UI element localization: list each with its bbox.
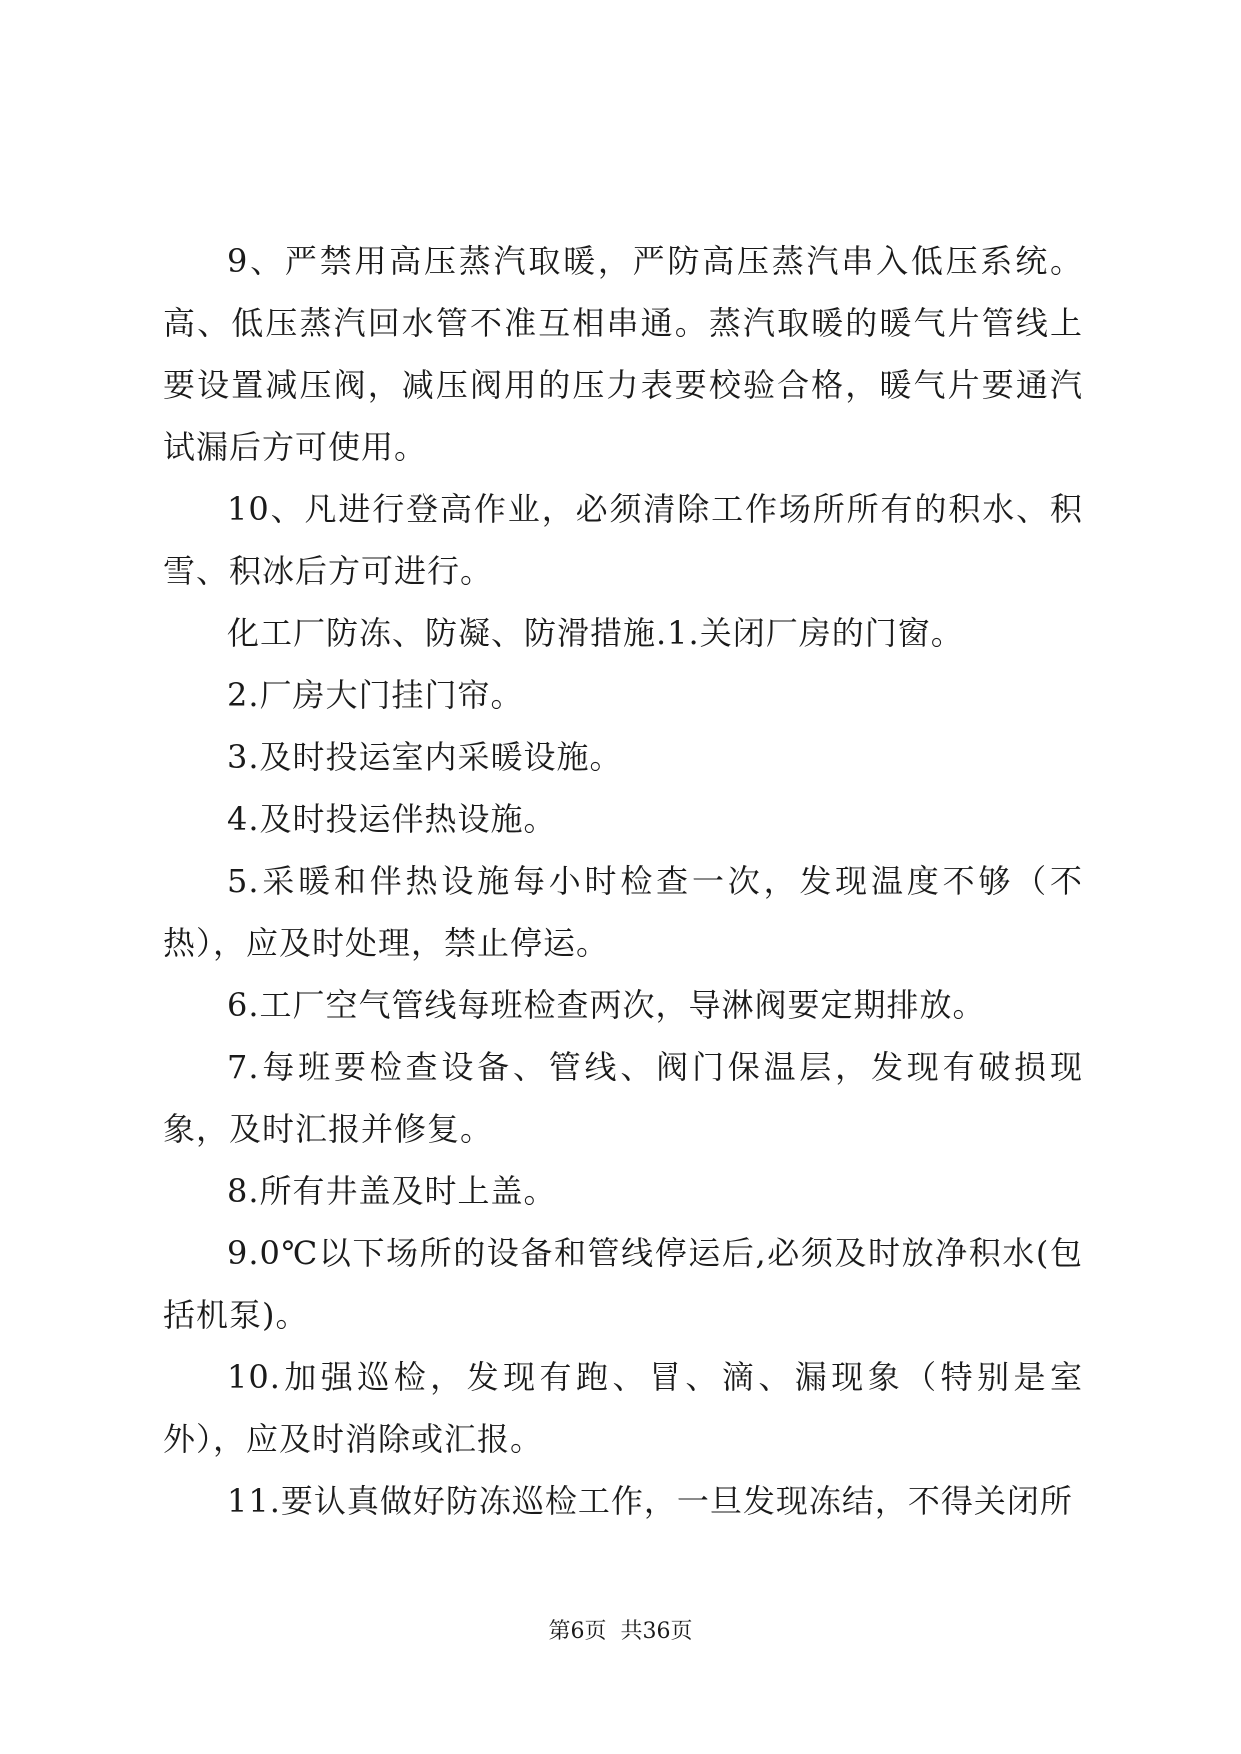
paragraph: 化工厂防冻、防凝、防滑措施.1.关闭厂房的门窗。 <box>227 614 964 652</box>
paragraph: 2.厂房大门挂门帘。 <box>227 676 524 714</box>
document-body <box>163 230 1083 1532</box>
paragraph: 10、凡进行登高作业，必须清除工作场所所有的积水、积雪、积冰后方可进行。 <box>163 490 1083 590</box>
paragraph: 9.0℃以下场所的设备和管线停运后,必须及时放净积水(包括机泵)。 <box>163 1234 1083 1334</box>
paragraph: 8.所有井盖及时上盖。 <box>227 1172 557 1210</box>
page-footer <box>0 1617 1241 1647</box>
paragraph: 10.加强巡检，发现有跑、冒、滴、漏现象（特别是室外），应及时消除或汇报。 <box>163 1358 1083 1458</box>
paragraph: 5.采暖和伴热设施每小时检查一次，发现温度不够（不热），应及时处理，禁止停运。 <box>163 862 1083 962</box>
paragraph: 11.要认真做好防冻巡检工作，一旦发现冻结，不得关闭所 <box>227 1482 1073 1520</box>
paragraph: 6.工厂空气管线每班检查两次，导淋阀要定期排放。 <box>227 986 986 1024</box>
paragraph: 7.每班要检查设备、管线、阀门保温层，发现有破损现象，及时汇报并修复。 <box>163 1048 1083 1148</box>
paragraph: 3.及时投运室内采暖设施。 <box>227 738 623 776</box>
paragraph: 4.及时投运伴热设施。 <box>227 800 557 838</box>
page-number-label: 第6页 共36页 <box>548 1619 693 1644</box>
paragraph: 9、严禁用高压蒸汽取暖，严防高压蒸汽串入低压系统。高、低压蒸汽回水管不准互相串通。蒸汽取暖的暖气片管线上要设置减压阀，减压阀用的压力表要校验合格，暖气片要通汽试漏后方可使用。 <box>163 242 1083 466</box>
